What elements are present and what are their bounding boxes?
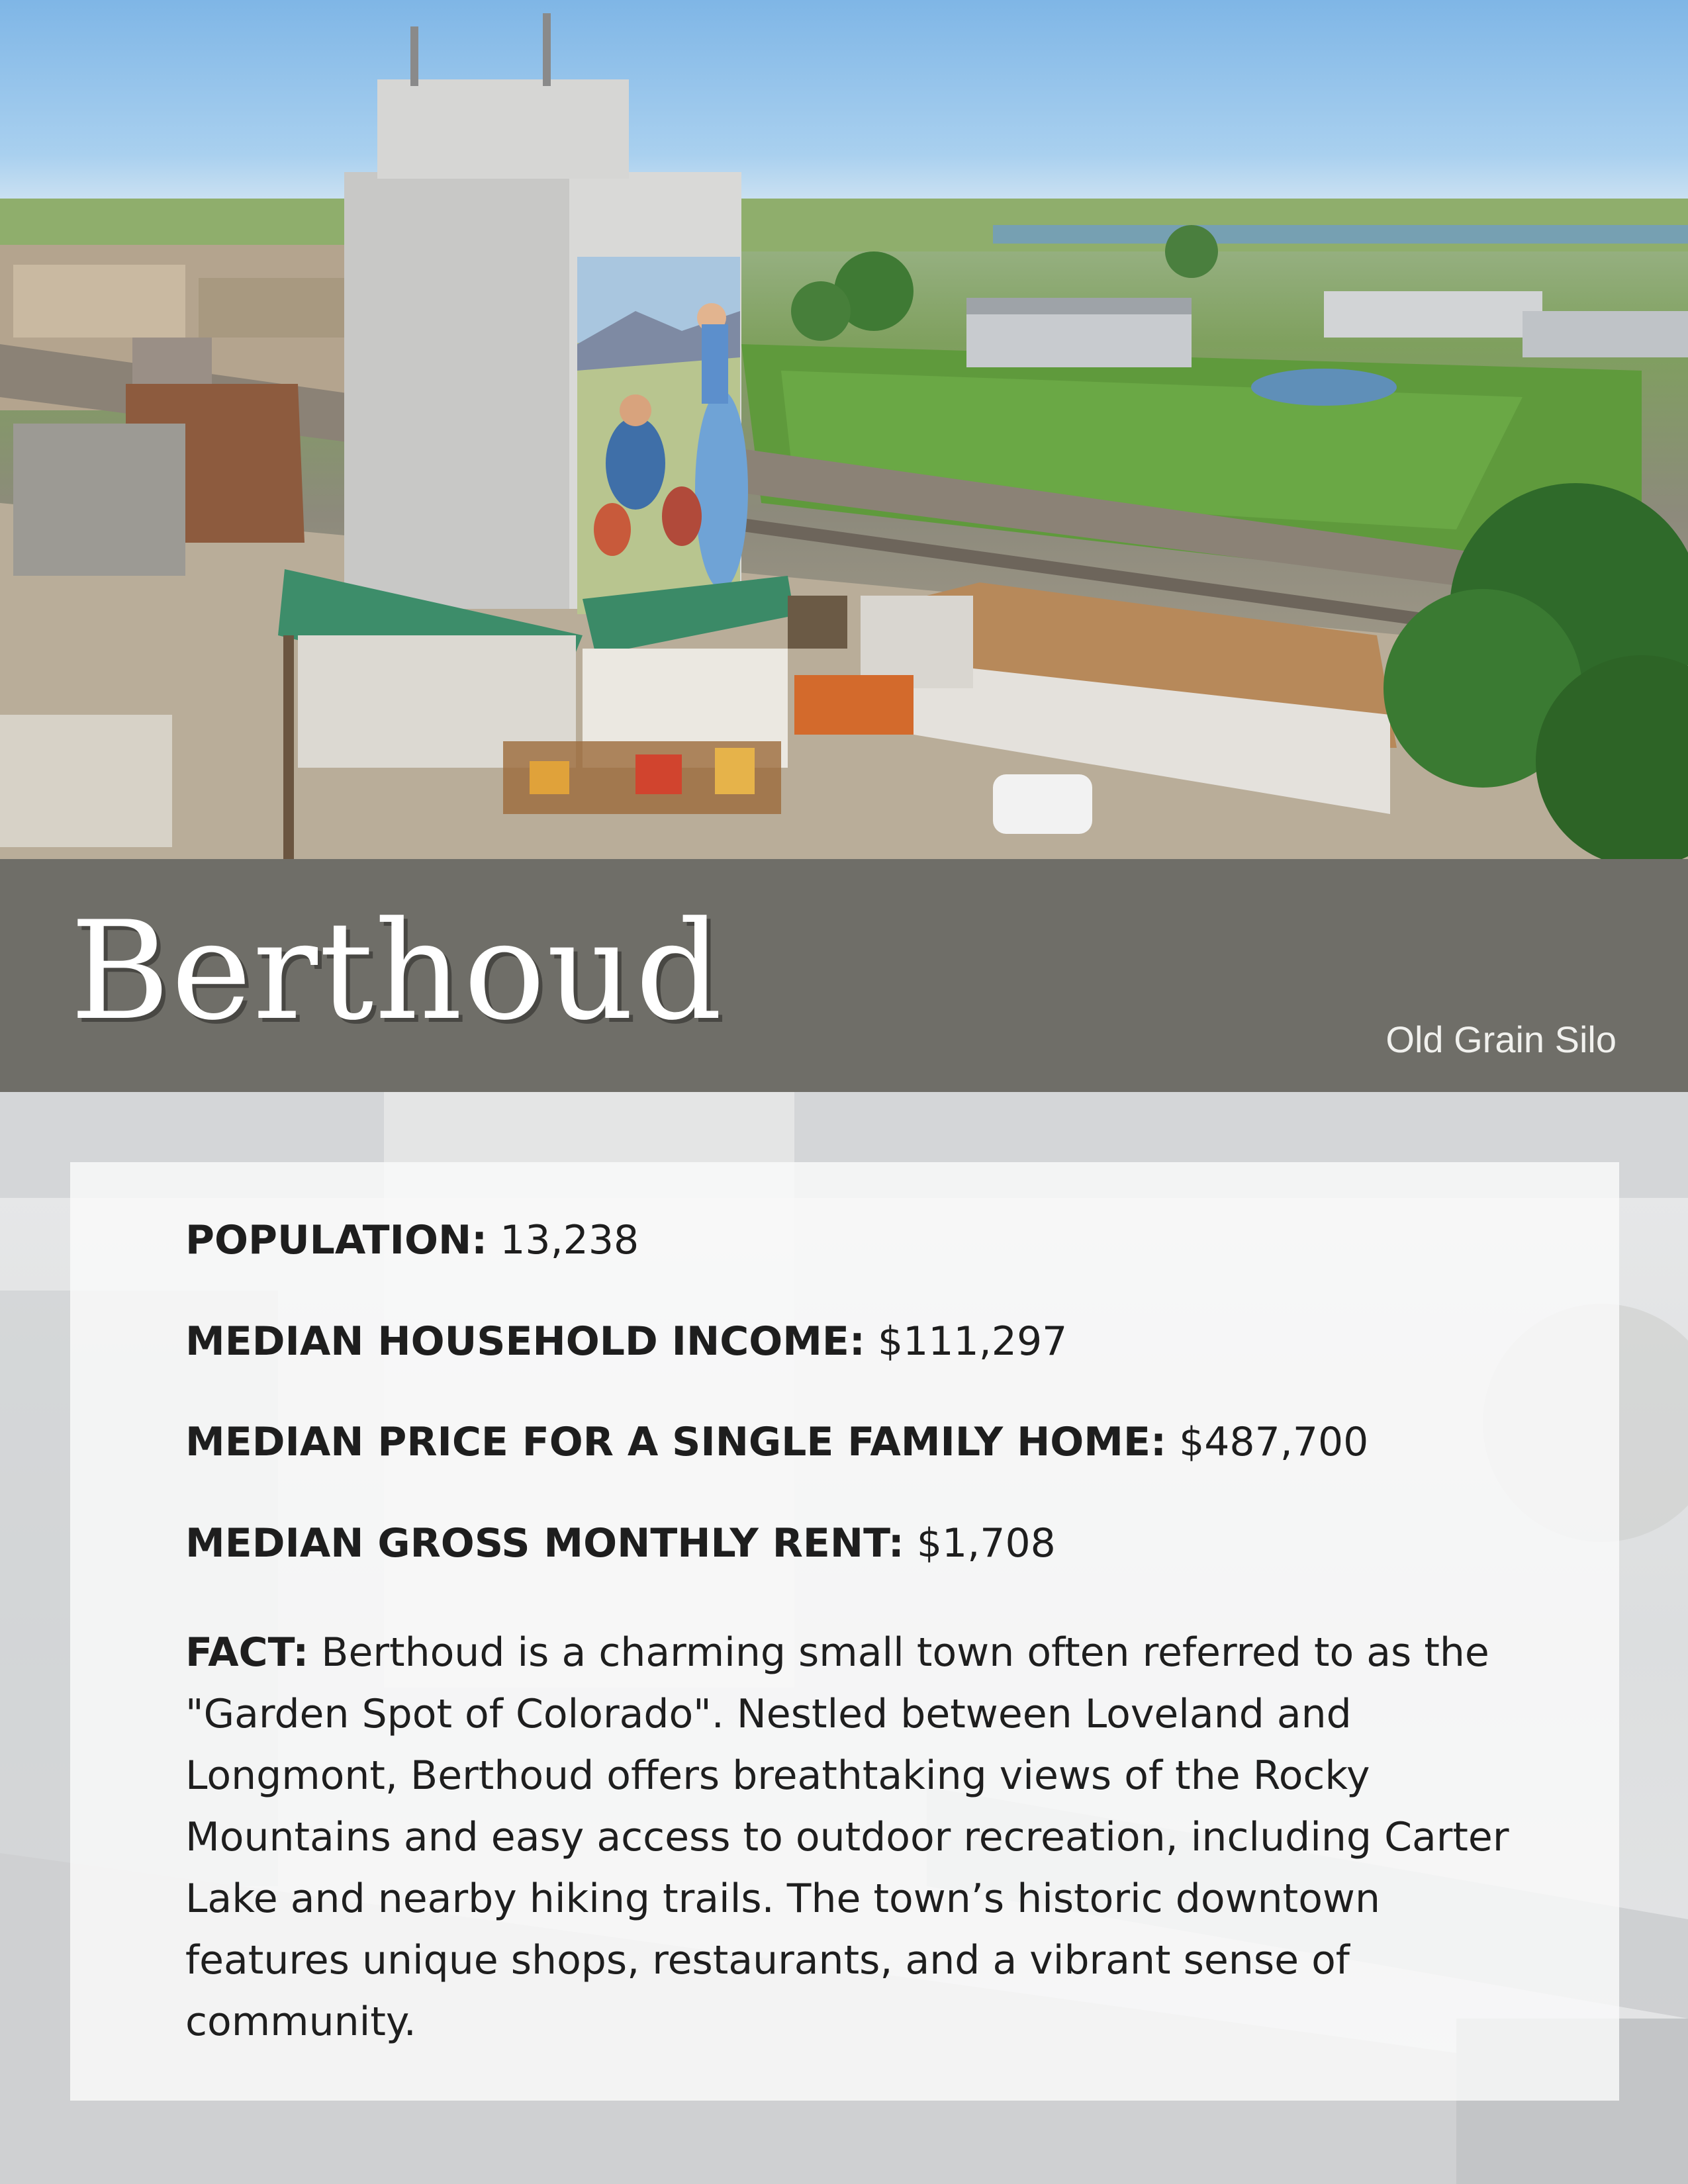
stat-median-home-price	[185, 1418, 1368, 1466]
stat-value: 13,238	[500, 1217, 639, 1263]
stat-value: $487,700	[1179, 1419, 1369, 1465]
grain-silo-aerial-image	[0, 0, 1688, 859]
stat-value: $111,297	[878, 1318, 1068, 1365]
stat-median-household-income	[185, 1318, 1067, 1365]
fact-label: FACT:	[185, 1629, 309, 1676]
stat-label: MEDIAN GROSS MONTHLY RENT:	[185, 1520, 904, 1567]
photo-caption: Old Grain Silo	[1385, 1019, 1617, 1060]
town-fact	[185, 1622, 1523, 2053]
stat-median-gross-rent	[185, 1520, 1056, 1567]
hero-photo	[0, 0, 1688, 859]
stat-label: MEDIAN PRICE FOR A SINGLE FAMILY HOME:	[185, 1419, 1166, 1465]
town-title: Berthoud	[70, 893, 724, 1050]
fact-text: Berthoud is a charming small town often referred to as the "Garden Spot of Colorado". Nestled between Loveland and Longmont, Berthoud offers breathtaking views of the Rocky Mountains and easy access to outdoor recreation, including Carter Lake and nearby hiking trails. The town’s historic downtown features unique shops, restaurants, and a vibrant sense of community.	[185, 1629, 1509, 2045]
stat-label: MEDIAN HOUSEHOLD INCOME:	[185, 1318, 865, 1365]
stat-value: $1,708	[916, 1520, 1056, 1567]
stats-card	[70, 1162, 1619, 2101]
stat-population	[185, 1216, 639, 1264]
stat-label: POPULATION:	[185, 1217, 488, 1263]
